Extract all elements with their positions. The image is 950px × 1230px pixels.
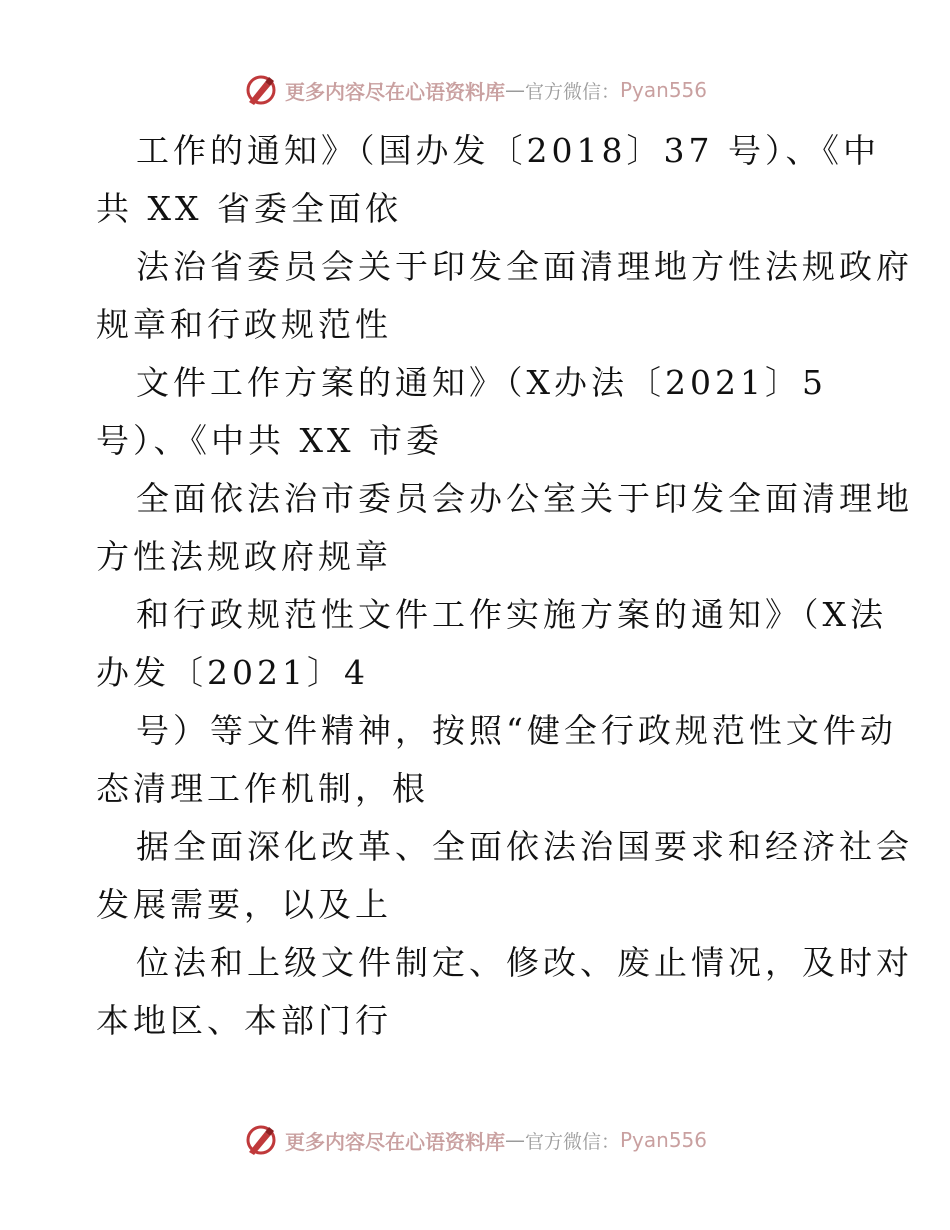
watermark-separator: —: [504, 78, 525, 102]
body-line: 发展需要，以及上: [96, 885, 392, 924]
document-body: [96, 122, 913, 1050]
watermark-wechat-id: Pyan556: [620, 78, 708, 102]
watermark-label: 官方微信：: [524, 80, 620, 103]
watermark-main-text: 更多内容尽在心语资料库: [284, 79, 505, 104]
pen-circle-logo-icon: [243, 72, 279, 108]
watermark-main-text: 更多内容尽在心语资料库: [284, 1129, 505, 1154]
body-line: 共 XX 省委全面依: [96, 189, 402, 228]
body-line: 态清理工作机制，根: [96, 769, 429, 808]
body-line: 据全面深化改革、全面依法治国要求和经济社会: [136, 827, 913, 866]
body-line: 和行政规范性文件工作实施方案的通知》（X法: [136, 595, 887, 634]
body-line: 办发〔2021〕4: [96, 653, 369, 692]
watermark-label: 官方微信：: [524, 1130, 620, 1153]
header-watermark: [0, 70, 950, 110]
pen-circle-logo-icon: [243, 1122, 279, 1158]
body-line: 工作的通知》（国办发〔2018〕37 号）、《中: [136, 131, 880, 170]
watermark-separator: —: [504, 1128, 525, 1152]
body-line: 方性法规政府规章: [96, 537, 392, 576]
body-line: 全面依法治市委员会办公室关于印发全面清理地: [136, 479, 913, 518]
body-line: 本地区、本部门行: [96, 1001, 392, 1040]
watermark-wechat-id: Pyan556: [620, 1128, 708, 1152]
body-line: 规章和行政规范性: [96, 305, 392, 344]
body-line: 位法和上级文件制定、修改、废止情况，及时对: [136, 943, 913, 982]
body-line: 号）、《中共 XX 市委: [96, 421, 443, 460]
body-line: 文件工作方案的通知》（X办法〔2021〕5: [136, 363, 827, 402]
body-line: 法治省委员会关于印发全面清理地方性法规政府: [136, 247, 913, 286]
footer-watermark: [0, 1120, 950, 1160]
body-line: 号）等文件精神，按照“健全行政规范性文件动: [136, 711, 897, 750]
